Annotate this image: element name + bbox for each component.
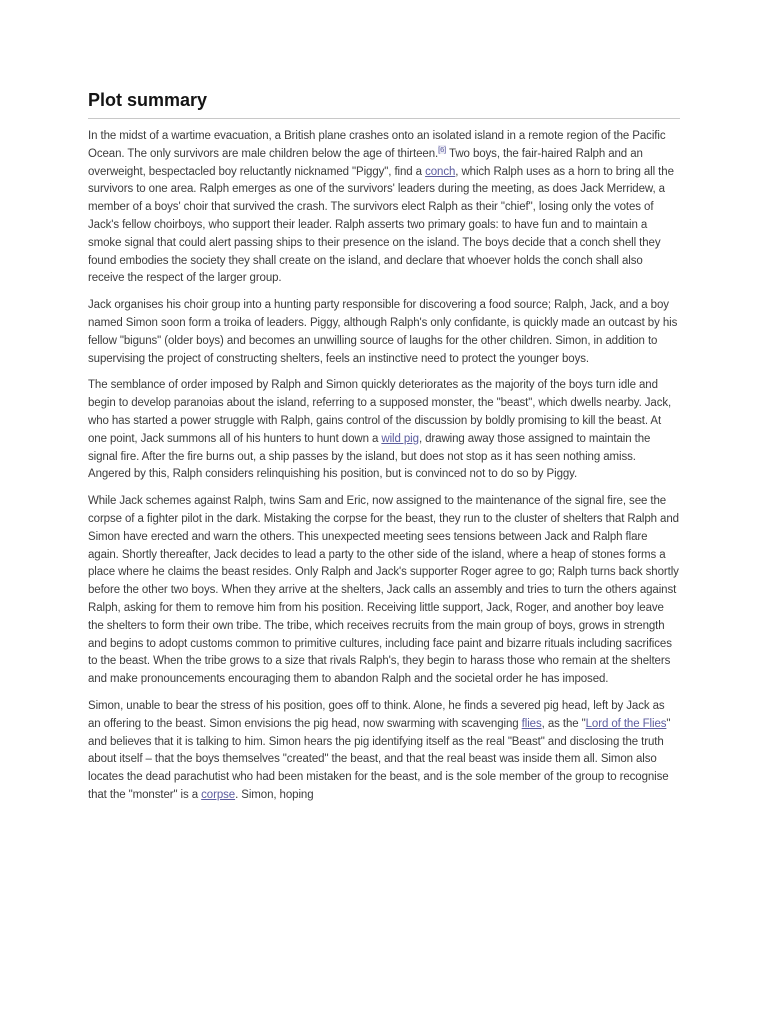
- paragraph-text: Two boys, the fair-haired Ralph and an overweight, bespectacled boy reluctantly nicknamed "Piggy", find a: [88, 147, 643, 178]
- wiki-link-lord-of-the-flies[interactable]: Lord of the Flies: [585, 717, 667, 730]
- wiki-link-flies[interactable]: flies: [521, 717, 542, 730]
- paragraph-text: The semblance of order imposed by Ralph and Simon quickly deteriorates as the majority of the boys turn idle and begin to develop paranoias about the island, referring to a supposed monster, the "beast", which dwells nearby. Jack, who has started a power struggle with Ralph, gains control of the discussion by boldly promising to kill the beast. At one point, Jack summons all of his hunters to hunt down a: [88, 379, 672, 445]
- paragraph: [88, 297, 680, 368]
- paragraph-text: In the midst of a wartime evacuation, a British plane crashes onto an isolated island in a remote region of the Pacific Ocean. The only survivors are male children below the age of thirteen.: [88, 130, 666, 160]
- wiki-link-conch[interactable]: conch: [425, 165, 456, 178]
- wiki-link-wild-pig[interactable]: wild pig: [381, 432, 419, 445]
- section-heading: Plot summary: [88, 90, 680, 119]
- paragraph-text: , drawing away those assigned to maintain the signal fire. After the fire burns out, a ship passes by the island, but does not stop as it has seen nothing amiss. Angered by this, Ralph considers relinquishing his position, but is convinced not to do so by Piggy.: [88, 432, 651, 481]
- paragraph-text: " and believes that it is talking to him. Simon hears the pig identifying itself as the real "Beast" and disclosing the truth about itself – that the boys themselves "created" the beast, and that the real beast was inside them all. Simon also locates the dead parachutist who had been mistaken for the beast, and is the sole member of the group to recognise that the "monster" is a: [88, 717, 671, 801]
- paragraph-text: , which Ralph uses as a horn to bring all the survivors to one area. Ralph emerges as one of the survivors' leaders during the meeting, as does Jack Merridew, a member of a boys' choir that survived the crash. The survivors elect Ralph as their "chief", losing only the votes of Jack's fellow choirboys, who support their leader. Ralph asserts two primary goals: to have fun and to maintain a smoke signal that could alert passing ships to their presence on the island. The boys decide that a conch shell they found embodies the society they shall create on the island, and declare that whoever holds the conch shall also receive the respect of the larger group.: [88, 165, 674, 285]
- citation-ref[interactable]: [6]: [438, 144, 447, 154]
- paragraph: [88, 128, 680, 288]
- paragraph-text: Simon, unable to bear the stress of his position, goes off to think. Alone, he finds a severed pig head, left by Jack as an offering to the beast. Simon envisions the pig head, now swarming with scavenging: [88, 699, 665, 730]
- document-body: [88, 119, 680, 805]
- paragraph: [88, 377, 680, 484]
- paragraph-text: . Simon, hoping: [235, 788, 314, 801]
- paragraph: [88, 493, 680, 689]
- wiki-link-corpse[interactable]: corpse: [201, 788, 236, 801]
- paragraph-text: While Jack schemes against Ralph, twins Sam and Eric, now assigned to the maintenance of the signal fire, see the corpse of a fighter pilot in the dark. Mistaking the corpse for the beast, they run to the cluster of shelters that Ralph and Simon have erected and warn the others. This unexpected meeting sees tensions between Jack and Ralph flare again. Shortly thereafter, Jack decides to lead a party to the other side of the island, where a heap of stones forms a place where he claims the beast resides. Only Ralph and Jack's supporter Roger agree to go; Ralph turns back shortly before the other two boys. When they arrive at the shelters, Jack calls an assembly and tries to turn the others against Ralph, asking for them to remove him from his position. Receiving little support, Jack, Roger, and another boy leave the shelters to form their own tribe. The tribe, which receives recruits from the main group of boys, grows in strength and begins to adopt customs common to primitive cultures, including face paint and bizarre rituals including sacrifices to the beast. When the tribe grows to a size that rivals Ralph's, they begin to harass those who remain at the shelters and make pronouncements encouraging them to abandon Ralph and the societal order he has imposed.: [88, 495, 679, 686]
- paragraph-text: Jack organises his choir group into a hunting party responsible for discovering a food source; Ralph, Jack, and a boy named Simon soon form a troika of leaders. Piggy, although Ralph's only confidante, is quickly made an outcast by his fellow "biguns" (older boys) and becomes an unwilling source of laughs for the other children. Simon, in addition to supervising the project of constructing shelters, feels an instinctive need to protect the younger boys.: [88, 299, 678, 365]
- paragraph: [88, 698, 680, 805]
- document-page: [88, 90, 680, 814]
- paragraph-text: , as the ": [541, 717, 586, 730]
